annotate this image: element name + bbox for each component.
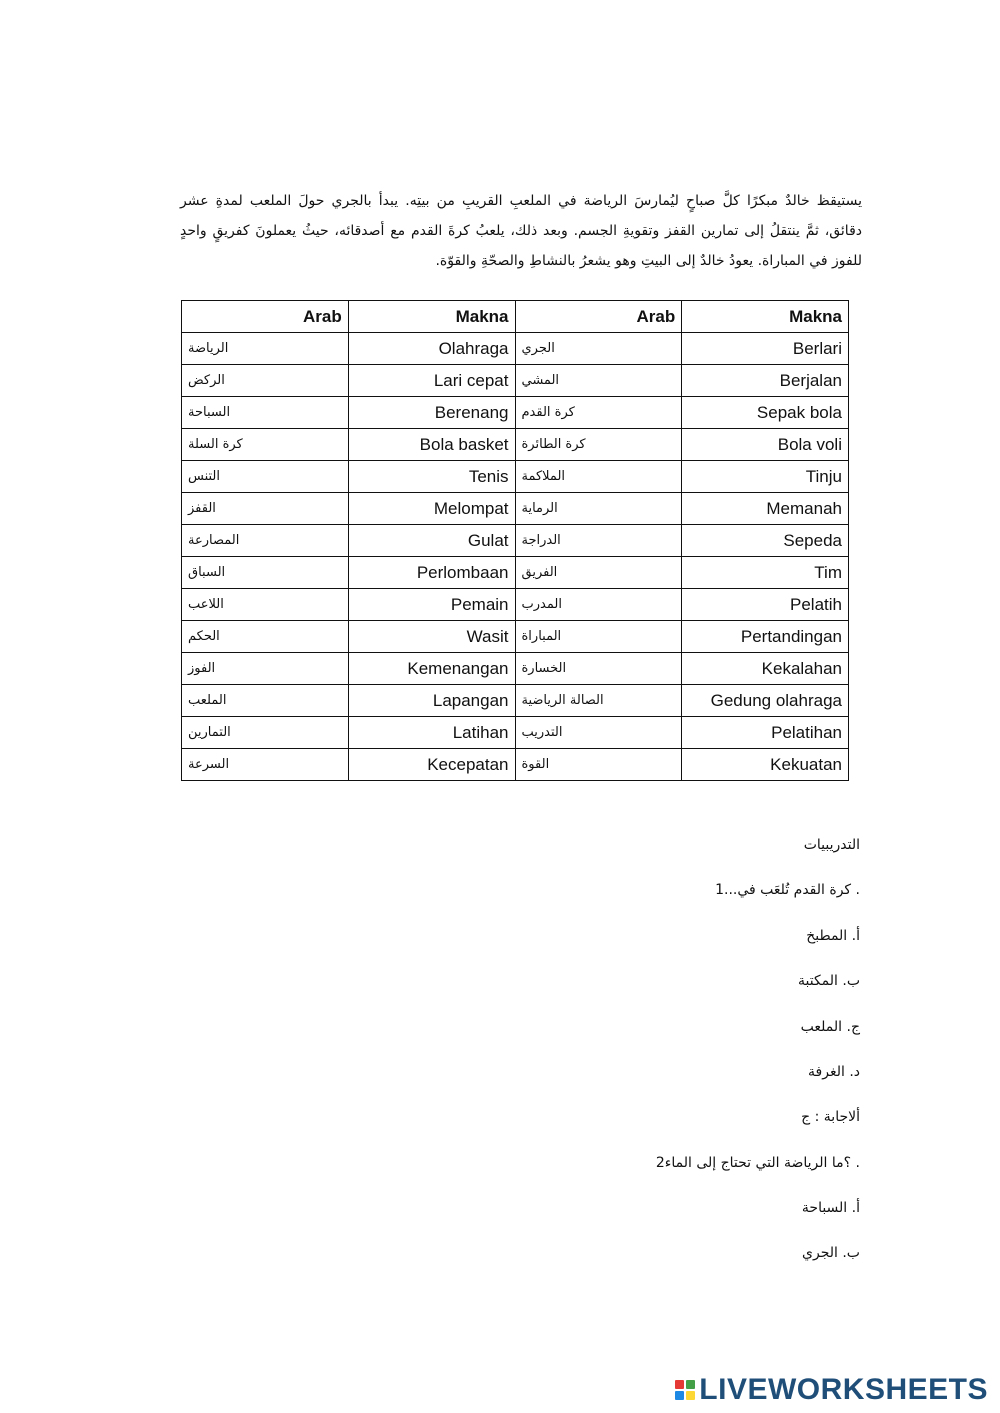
meaning-cell: Gulat: [348, 525, 515, 557]
meaning-cell: Kekalahan: [682, 653, 849, 685]
table-row: [182, 717, 849, 749]
q1-option-b[interactable]: ب. المكتبة: [797, 973, 860, 989]
meaning-cell: Tinju: [682, 461, 849, 493]
table-body: [182, 333, 849, 781]
column-header-makna: Makna: [348, 301, 515, 333]
question-1: 1...كرة القدم تُلعَب في .: [715, 882, 860, 898]
meaning-cell: Bola basket: [348, 429, 515, 461]
arabic-word-cell: التمارين: [182, 717, 349, 749]
table-row: [182, 621, 849, 653]
paragraph-line: للفوز في المباراة. يعودُ خالدٌ إلى البيتِ وهو يشعرُ بالنشاطِ والصحّةِ والقوّة.: [435, 253, 862, 269]
table-row: [182, 685, 849, 717]
column-header-makna: Makna: [682, 301, 849, 333]
table-row: [182, 749, 849, 781]
meaning-cell: Perlombaan: [348, 557, 515, 589]
arabic-word-cell: المدرب: [515, 589, 682, 621]
q2-option-b[interactable]: ب. الجري: [802, 1245, 860, 1261]
arabic-word-cell: القفز: [182, 493, 349, 525]
arabic-word-cell: القوة: [515, 749, 682, 781]
arabic-word-cell: الرياضة: [182, 333, 349, 365]
arabic-word-cell: كرة السلة: [182, 429, 349, 461]
table-row: [182, 557, 849, 589]
table-row: [182, 653, 849, 685]
meaning-cell: Berenang: [348, 397, 515, 429]
reading-paragraph: [180, 186, 862, 276]
arabic-word-cell: التدريب: [515, 717, 682, 749]
meaning-cell: Gedung olahraga: [682, 685, 849, 717]
arabic-word-cell: الفوز: [182, 653, 349, 685]
arabic-word-cell: التنس: [182, 461, 349, 493]
meaning-cell: Pelatih: [682, 589, 849, 621]
question-2: 2؟ما الرياضة التي تحتاج إلى الماء .: [655, 1155, 860, 1171]
liveworksheets-logo: [675, 1373, 988, 1407]
table-row: [182, 365, 849, 397]
arabic-word-cell: السباحة: [182, 397, 349, 429]
arabic-word-cell: الملعب: [182, 685, 349, 717]
column-header-arab: Arab: [182, 301, 349, 333]
arabic-word-cell: الحكم: [182, 621, 349, 653]
meaning-cell: Sepeda: [682, 525, 849, 557]
arabic-word-cell: المصارعة: [182, 525, 349, 557]
arabic-word-cell: الركض: [182, 365, 349, 397]
arabic-word-cell: المباراة: [515, 621, 682, 653]
q2-option-a[interactable]: أ. السباحة: [801, 1200, 860, 1216]
meaning-cell: Olahraga: [348, 333, 515, 365]
paragraph-line: دقائق، ثمَّ ينتقلُ إلى تمارين القفز وتقويةِ الجسم. وبعد ذلك، يلعبُ كرةَ القدم مع أصدقائه، حيثُ يعملونَ كفريقٍ واحدٍ: [180, 223, 862, 239]
meaning-cell: Kecepatan: [348, 749, 515, 781]
q1-answer: ألاجابة : ج: [801, 1109, 860, 1125]
arabic-word-cell: الفريق: [515, 557, 682, 589]
meaning-cell: Kekuatan: [682, 749, 849, 781]
table-header-row: [182, 301, 849, 333]
meaning-cell: Pertandingan: [682, 621, 849, 653]
meaning-cell: Tim: [682, 557, 849, 589]
meaning-cell: Pelatihan: [682, 717, 849, 749]
table-row: [182, 333, 849, 365]
meaning-cell: Bola voli: [682, 429, 849, 461]
q1-option-d[interactable]: د. الغرفة: [808, 1064, 860, 1080]
table-row: [182, 493, 849, 525]
q1-option-a[interactable]: أ. المطبخ: [806, 928, 860, 944]
q1-option-c[interactable]: ج. الملعب: [800, 1019, 860, 1035]
meaning-cell: Latihan: [348, 717, 515, 749]
vocabulary-table: [181, 300, 849, 781]
table-row: [182, 397, 849, 429]
meaning-cell: Sepak bola: [682, 397, 849, 429]
arabic-word-cell: الخسارة: [515, 653, 682, 685]
meaning-cell: Memanah: [682, 493, 849, 525]
arabic-word-cell: اللاعب: [182, 589, 349, 621]
arabic-word-cell: الصالة الرياضية: [515, 685, 682, 717]
logo-square: [686, 1380, 695, 1389]
arabic-word-cell: الدراجة: [515, 525, 682, 557]
table-row: [182, 461, 849, 493]
column-header-arab: Arab: [515, 301, 682, 333]
table-row: [182, 589, 849, 621]
exercises-heading: التدريبيات: [803, 837, 860, 853]
meaning-cell: Pemain: [348, 589, 515, 621]
table-row: [182, 429, 849, 461]
meaning-cell: Melompat: [348, 493, 515, 525]
logo-mark-icon: [675, 1380, 695, 1400]
arabic-word-cell: كرة القدم: [515, 397, 682, 429]
arabic-word-cell: الرماية: [515, 493, 682, 525]
arabic-word-cell: السباق: [182, 557, 349, 589]
paragraph-line: يستيقظ خالدٌ مبكرًا كلَّ صباحٍ ليُمارسَ الرياضة في الملعبِ القريبِ من بيتِه. يبدأ بالجري حولَ الملعب لمدةِ عشر: [180, 193, 862, 209]
meaning-cell: Tenis: [348, 461, 515, 493]
meaning-cell: Berlari: [682, 333, 849, 365]
arabic-word-cell: كرة الطائرة: [515, 429, 682, 461]
meaning-cell: Lari cepat: [348, 365, 515, 397]
arabic-word-cell: الجري: [515, 333, 682, 365]
meaning-cell: Lapangan: [348, 685, 515, 717]
logo-square: [675, 1391, 684, 1400]
arabic-word-cell: المشي: [515, 365, 682, 397]
arabic-word-cell: الملاكمة: [515, 461, 682, 493]
table-row: [182, 525, 849, 557]
meaning-cell: Kemenangan: [348, 653, 515, 685]
meaning-cell: Wasit: [348, 621, 515, 653]
logo-text: LIVEWORKSHEETS: [699, 1373, 988, 1406]
arabic-word-cell: السرعة: [182, 749, 349, 781]
logo-square: [686, 1391, 695, 1400]
logo-square: [675, 1380, 684, 1389]
meaning-cell: Berjalan: [682, 365, 849, 397]
